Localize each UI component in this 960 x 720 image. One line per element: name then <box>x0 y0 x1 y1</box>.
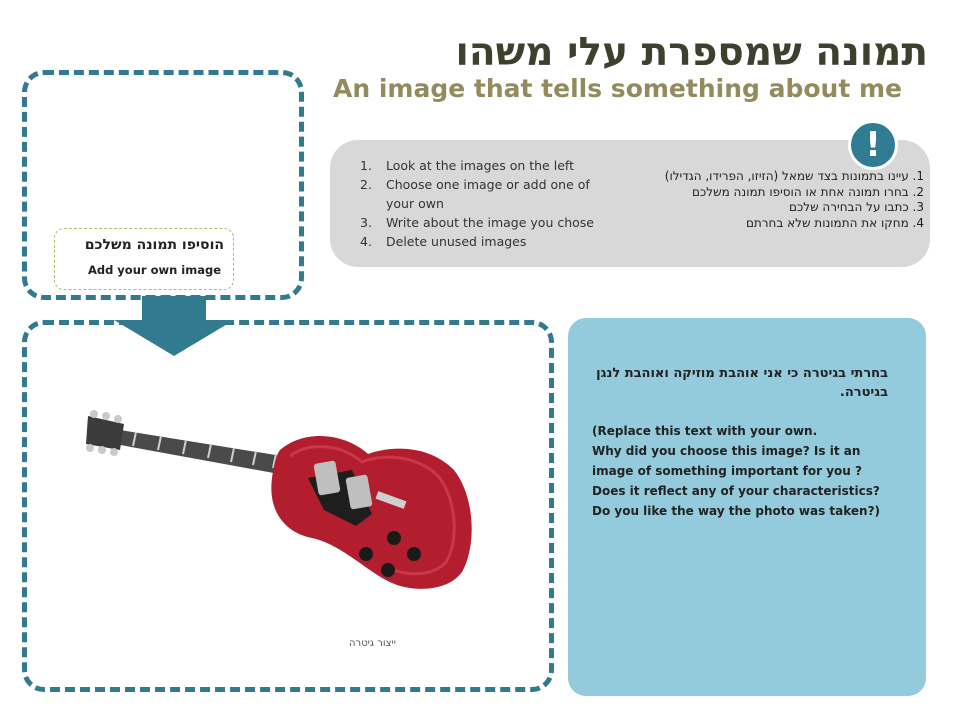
description-text-box[interactable] <box>568 318 926 696</box>
exclamation-icon: ! <box>848 120 898 170</box>
photo-caption: ייצור גיטרה <box>349 638 396 649</box>
list-item: 4. Delete unused images <box>360 234 527 249</box>
description-english[interactable]: (Replace this text with your own. Why did you choose this image? Is it an image of something important for you ? Does it reflect any of your characteristics? Do you like the way the photo was taken?) <box>592 424 881 518</box>
list-item: 2. בחרו תמונה אחת או הוסיפו תמונה משלכם <box>691 184 924 199</box>
list-item: 4. מחקו את התמונות שלא בחרתם <box>745 215 924 230</box>
add-image-label-english: Add your own image <box>87 263 221 277</box>
guitar-image <box>76 358 506 654</box>
add-image-label-hebrew: הוסיפו תמונה משלכם <box>84 237 224 253</box>
list-item: 2. Choose one image or add one of your own <box>360 177 590 211</box>
instructions-list-english <box>358 156 608 251</box>
list-item: 3. Write about the image you chose <box>360 215 594 230</box>
page-title-hebrew: תמונה שמספרת עלי משהו <box>455 30 928 75</box>
add-image-button[interactable] <box>54 228 234 290</box>
list-item: 1. עיינו בתמונות בצד שמאל (הזיזו, הפרידו, הגדילו) <box>664 169 924 183</box>
list-item: 3. כתבו על הבחירה שלכם <box>788 200 924 214</box>
list-item: 1. Look at the images on the left <box>360 158 574 173</box>
instructions-list-hebrew <box>665 169 924 231</box>
description-hebrew[interactable]: בחרתי בגיטרה כי אני אוהבת מוזיקה ואוהבת לנגן בגיטרה. <box>596 366 888 400</box>
guitar-photo[interactable] <box>76 358 506 654</box>
page-title-english: An image that tells something about me <box>333 74 902 103</box>
